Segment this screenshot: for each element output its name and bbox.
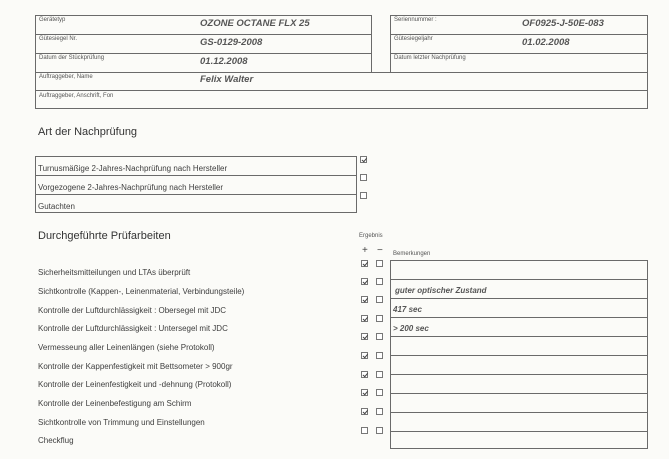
result-plus-checkbox[interactable] (361, 389, 368, 396)
seal-number-label: Gütesiegel Nr. (39, 36, 78, 42)
tests-title: Durchgeführte Prüfarbeiten (38, 230, 171, 242)
inspection-option-label: Gutachten (38, 202, 75, 211)
minus-label: − (377, 245, 383, 256)
seal-number-value: GS-0129-2008 (200, 37, 263, 48)
piece-test-date-label: Datum der Stückprüfung (39, 55, 105, 61)
divider (390, 34, 648, 35)
result-plus-checkbox[interactable] (361, 260, 368, 267)
piece-test-date-value: 01.12.2008 (200, 56, 248, 67)
inspection-type-title: Art der Nachprüfung (38, 126, 138, 138)
divider (390, 53, 648, 54)
divider (35, 53, 372, 54)
last-inspection-date-label: Datum letzter Nachprüfung (394, 55, 466, 61)
header-right-table (390, 15, 648, 73)
result-minus-checkbox[interactable] (376, 315, 383, 322)
remark-field[interactable]: guter optischer Zustand (395, 286, 487, 295)
seal-year-label: Gütesiegeljahr (394, 36, 433, 42)
divider (35, 90, 648, 91)
test-item-label: Checkflug (38, 436, 74, 445)
inspection-option-label: Turnusmäßige 2-Jahres-Nachprüfung nach Hersteller (38, 164, 228, 173)
result-plus-checkbox[interactable] (361, 296, 368, 303)
divider (390, 374, 648, 375)
result-minus-checkbox[interactable] (376, 260, 383, 267)
result-minus-checkbox[interactable] (376, 296, 383, 303)
test-item-label: Kontrolle der Leinenfestigkeit und -dehnung (Protokoll) (38, 380, 232, 389)
inspection-option-label: Vorgezogene 2-Jahres-Nachprüfung nach Hersteller (38, 183, 223, 192)
divider (35, 194, 357, 195)
result-minus-checkbox[interactable] (376, 278, 383, 285)
test-item-label: Kontrolle der Luftdurchlässigkeit : Untersegel mit JDC (38, 324, 228, 333)
divider (390, 317, 648, 318)
client-address-label: Auftraggeber, Anschrift, Fon (39, 93, 114, 99)
result-plus-checkbox[interactable] (361, 371, 368, 378)
client-name-label: Auftraggeber, Name (39, 74, 93, 80)
result-minus-checkbox[interactable] (376, 427, 383, 434)
device-type-label: Gerätetyp (39, 17, 66, 23)
divider (390, 393, 648, 394)
result-plus-checkbox[interactable] (361, 352, 368, 359)
divider (390, 336, 648, 337)
remarks-label: Bemerkungen (393, 251, 431, 257)
divider (390, 431, 648, 432)
result-minus-checkbox[interactable] (376, 352, 383, 359)
serial-number-value: OF0925-J-50E-083 (522, 18, 604, 29)
divider (390, 412, 648, 413)
result-plus-checkbox[interactable] (361, 427, 368, 434)
result-minus-checkbox[interactable] (376, 389, 383, 396)
test-item-label: Sichtkontrolle (Kappen-, Leinenmaterial, Verbindungsteile) (38, 287, 245, 296)
inspection-option-checkbox[interactable] (360, 192, 367, 199)
result-label: Ergebnis (359, 233, 383, 239)
plus-label: + (362, 245, 368, 256)
test-item-label: Vermesseung aller Leinenlängen (siehe Protokoll) (38, 343, 215, 352)
remark-field[interactable]: 417 sec (393, 305, 422, 314)
inspection-option-checkbox[interactable] (360, 156, 367, 163)
divider (35, 175, 357, 176)
test-item-label: Kontrolle der Kappenfestigkeit mit Bettsometer > 900gr (38, 362, 233, 371)
divider (35, 34, 372, 35)
result-minus-checkbox[interactable] (376, 333, 383, 340)
result-plus-checkbox[interactable] (361, 408, 368, 415)
test-item-label: Sicherheitsmitteilungen und LTAs überprüft (38, 268, 191, 277)
test-item-label: Kontrolle der Luftdurchlässigkeit : Obersegel mit JDC (38, 306, 227, 315)
divider (390, 355, 648, 356)
result-plus-checkbox[interactable] (361, 278, 368, 285)
result-minus-checkbox[interactable] (376, 371, 383, 378)
result-plus-checkbox[interactable] (361, 315, 368, 322)
serial-number-label: Seriennummer : (394, 17, 437, 23)
remark-field[interactable]: > 200 sec (393, 324, 429, 333)
test-item-label: Sichtkontrolle von Trimmung und Einstellungen (38, 418, 205, 427)
result-plus-checkbox[interactable] (361, 333, 368, 340)
result-minus-checkbox[interactable] (376, 408, 383, 415)
test-item-label: Kontrolle der Leinenbefestigung am Schirm (38, 399, 192, 408)
divider (390, 298, 648, 299)
seal-year-value: 01.02.2008 (522, 37, 570, 48)
divider (390, 279, 648, 280)
device-type-value: OZONE OCTANE FLX 25 (200, 18, 310, 29)
inspection-option-checkbox[interactable] (360, 174, 367, 181)
client-name-value: Felix Walter (200, 74, 254, 85)
